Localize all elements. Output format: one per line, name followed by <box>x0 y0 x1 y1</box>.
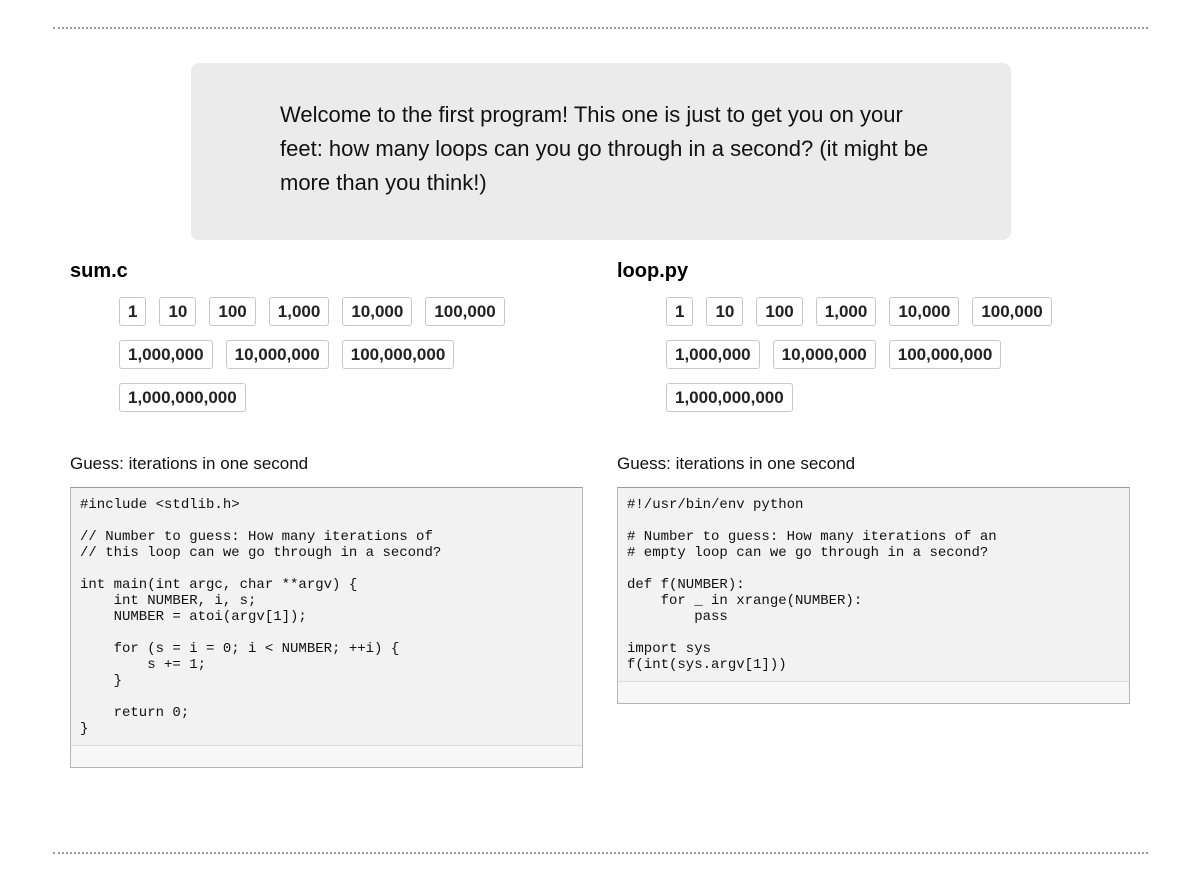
guess-button-10000000[interactable]: 10,000,000 <box>773 340 876 369</box>
guess-options <box>119 297 539 412</box>
code-viewer[interactable] <box>617 487 1130 704</box>
panel-loop-py <box>617 258 1130 673</box>
file-title: sum.c <box>70 260 128 282</box>
code-viewer[interactable] <box>70 487 583 768</box>
intro-box <box>191 63 1011 240</box>
guess-button-10000[interactable]: 10,000 <box>342 297 412 326</box>
file-title: loop.py <box>617 260 689 282</box>
guess-button-1000000000[interactable]: 1,000,000,000 <box>666 383 793 412</box>
code-listing: #!/usr/bin/env python # Number to guess: How many iterations of an # empty loop can we go through in a second? def f(NUMBER): for _ in xrange(NUMBER): pass import sys f(int(sys.argv[1])) <box>627 497 997 673</box>
guess-button-1000000000[interactable]: 1,000,000,000 <box>119 383 246 412</box>
guess-button-1000000[interactable]: 1,000,000 <box>666 340 760 369</box>
guess-button-100000[interactable]: 100,000 <box>972 297 1051 326</box>
panel-sum-c <box>70 258 583 737</box>
guess-button-10[interactable]: 10 <box>706 297 743 326</box>
guess-button-10000000[interactable]: 10,000,000 <box>226 340 329 369</box>
code-listing: #include <stdlib.h> // Number to guess: How many iterations of // this loop can we go through in a second? int main(int argc, char **argv) { int NUMBER, i, s; NUMBER = atoi(argv[1]); for (s = i = 0; i < NUMBER; ++i) { s += 1; } return 0; } <box>80 497 442 737</box>
top-divider <box>53 27 1148 29</box>
guess-button-100000[interactable]: 100,000 <box>425 297 504 326</box>
guess-button-10000[interactable]: 10,000 <box>889 297 959 326</box>
guess-button-100[interactable]: 100 <box>209 297 255 326</box>
intro-text: Welcome to the first program! This one is just to get you on your feet: how many loops can you go through in a second? (it might be more than you think!) <box>280 102 929 195</box>
guess-button-1000[interactable]: 1,000 <box>816 297 877 326</box>
guess-label: Guess: iterations in one second <box>70 454 309 473</box>
guess-button-1[interactable]: 1 <box>119 297 146 326</box>
guess-button-100000000[interactable]: 100,000,000 <box>889 340 1002 369</box>
guess-button-100000000[interactable]: 100,000,000 <box>342 340 455 369</box>
guess-button-10[interactable]: 10 <box>159 297 196 326</box>
guess-label: Guess: iterations in one second <box>617 454 856 473</box>
bottom-divider <box>53 852 1148 854</box>
guess-options <box>666 297 1086 412</box>
code-scrollbar[interactable] <box>618 681 1129 703</box>
code-scrollbar[interactable] <box>71 745 582 767</box>
guess-button-1000000[interactable]: 1,000,000 <box>119 340 213 369</box>
guess-button-1000[interactable]: 1,000 <box>269 297 330 326</box>
guess-button-100[interactable]: 100 <box>756 297 802 326</box>
guess-button-1[interactable]: 1 <box>666 297 693 326</box>
